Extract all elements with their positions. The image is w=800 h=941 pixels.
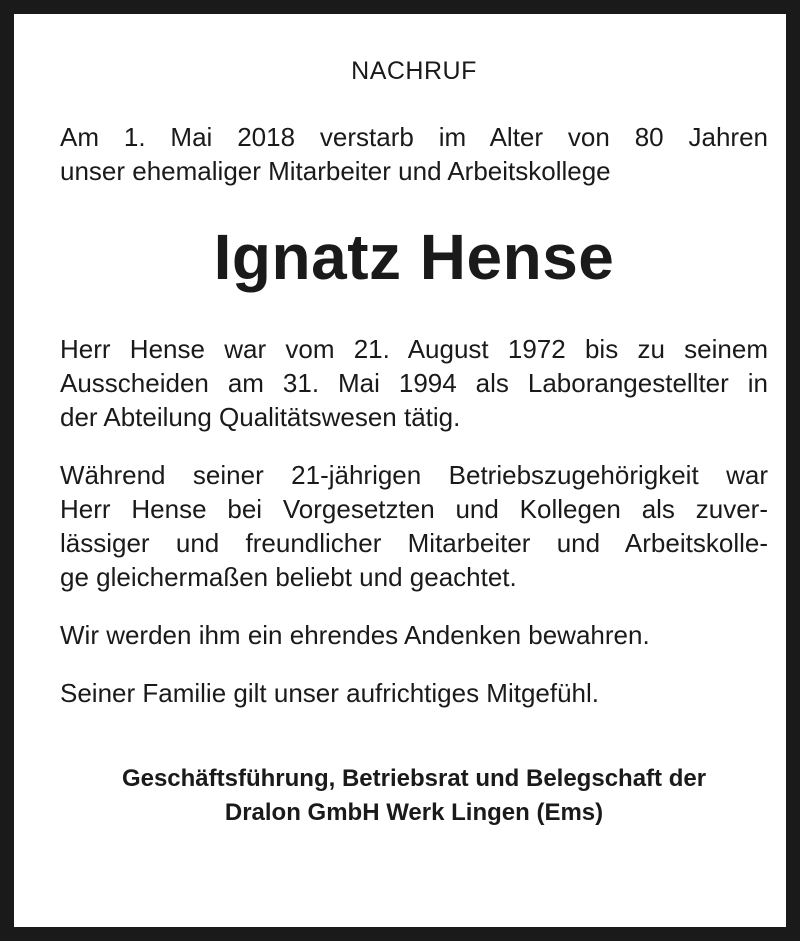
signature-line-1: Geschäftsführung, Betriebsrat und Belegschaft der	[121, 765, 707, 792]
employment-line-1: Herr Hense war vom 21. August 1972 bis zu seinem	[60, 334, 768, 364]
tribute-line-2: Herr Hense bei Vorgesetzten und Kollegen als zuver-	[60, 494, 768, 524]
intro-line-1: Am 1. Mai 2018 verstarb im Alter von 80 Jahren	[60, 122, 768, 152]
tribute-line-4: ge gleichermaßen beliebt und geachtet.	[60, 562, 517, 592]
deceased-name: Ignatz Hense	[213, 221, 615, 293]
condolence-paragraph: Seiner Familie gilt unser aufrichtiges Mitgefühl.	[60, 678, 600, 708]
remembrance-paragraph: Wir werden ihm ein ehrendes Andenken bewahren.	[60, 620, 650, 650]
tribute-paragraph	[60, 458, 768, 594]
tribute-line-1: Während seiner 21-jährigen Betriebszugehörigkeit war	[60, 460, 768, 490]
employment-line-2: Ausscheiden am 31. Mai 1994 als Laborangestellter in	[60, 368, 768, 398]
obituary-heading: NACHRUF	[351, 57, 477, 85]
signature-line-2: Dralon GmbH Werk Lingen (Ems)	[224, 799, 604, 826]
signature-block	[60, 762, 768, 830]
intro-text	[60, 120, 768, 188]
employment-paragraph	[60, 332, 768, 434]
obituary-content	[60, 54, 768, 830]
tribute-line-3: lässiger und freundlicher Mitarbeiter und Arbeitskolle-	[60, 528, 768, 558]
employment-line-3: der Abteilung Qualitätswesen tätig.	[60, 402, 461, 432]
intro-line-2: unser ehemaliger Mitarbeiter und Arbeitskollege	[60, 156, 611, 186]
